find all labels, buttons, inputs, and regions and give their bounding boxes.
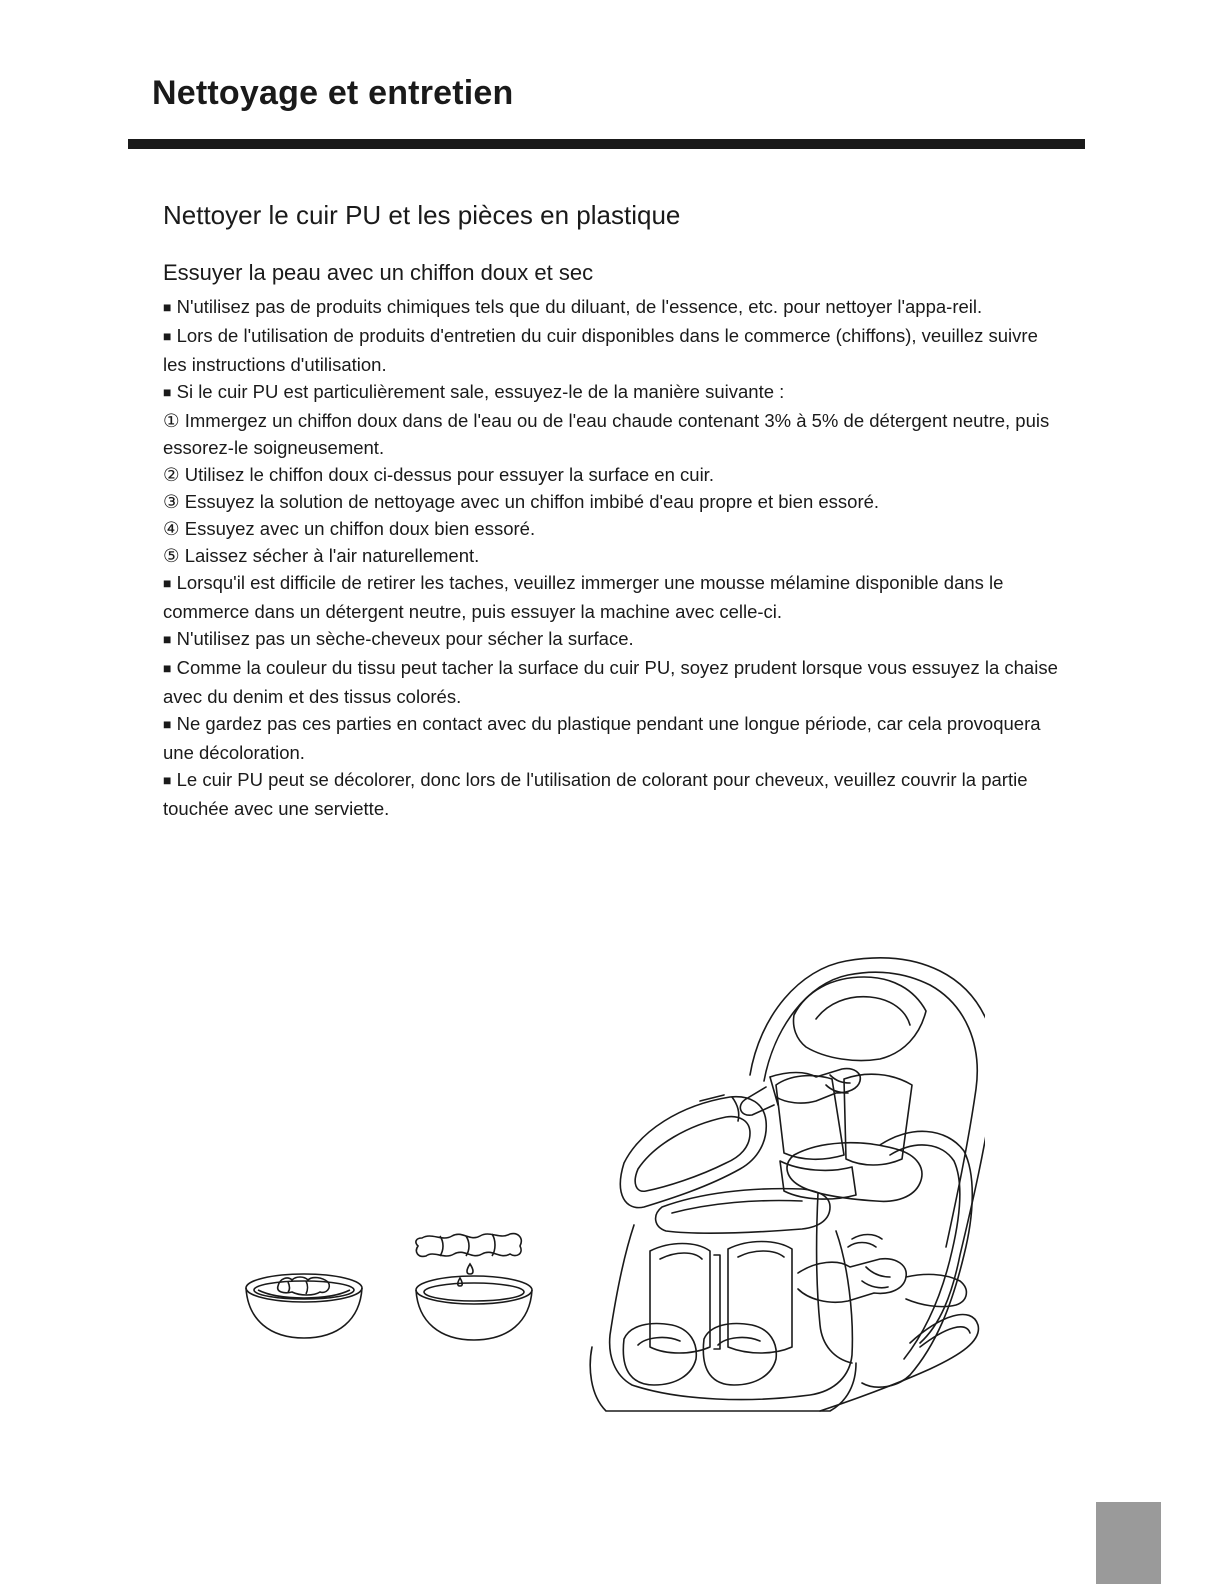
bowl-wringing-cloth-icon [410, 1228, 538, 1344]
step-item [163, 542, 1058, 569]
step-text: Essuyez avec un chiffon doux bien essoré. [184, 518, 536, 539]
instruction-item [163, 322, 1058, 378]
bullet-marker: ■ [163, 299, 172, 315]
bullet-marker: ■ [163, 328, 172, 344]
instruction-text: Si le cuir PU est particulièrement sale, essuyez-le de la manière suivante : [176, 381, 785, 402]
instruction-item [163, 293, 1058, 322]
instruction-item [163, 569, 1058, 625]
instruction-item [163, 654, 1058, 710]
bullet-marker: ■ [163, 772, 172, 788]
step-text: Essuyez la solution de nettoyage avec un chiffon imbibé d'eau propre et bien essoré. [184, 491, 880, 512]
step-number: ③ [163, 491, 180, 512]
instruction-text: Le cuir PU peut se décolorer, donc lors de l'utilisation de colorant pour cheveux, veuillez couvrir la partie touchée avec une serviette. [163, 769, 1028, 819]
step-item [163, 488, 1058, 515]
instruction-text: N'utilisez pas un sèche-cheveux pour sécher la surface. [176, 628, 634, 649]
step-text: Immergez un chiffon doux dans de l'eau ou de l'eau chaude contenant 3% à 5% de détergent neutre, puis essorez-le soigneusement. [163, 410, 1050, 458]
instruction-text: Comme la couleur du tissu peut tacher la surface du cuir PU, soyez prudent lorsque vous essuyez la chaise avec du denim et des tissus colorés. [163, 657, 1058, 707]
instruction-text: Lors de l'utilisation de produits d'entretien du cuir disponibles dans le commerce (chiffons), veuillez suivre les instructions d'utilisation. [163, 325, 1038, 375]
step-text: Laissez sécher à l'air naturellement. [184, 545, 480, 566]
bullet-marker: ■ [163, 660, 172, 676]
bullet-marker: ■ [163, 384, 172, 400]
step-number: ② [163, 464, 180, 485]
step-number: ⑤ [163, 545, 180, 566]
subsection-title: Essuyer la peau avec un chiffon doux et sec [163, 260, 594, 285]
instruction-item [163, 625, 1058, 654]
step-item [163, 407, 1058, 461]
bullet-marker: ■ [163, 575, 172, 591]
step-text: Utilisez le chiffon doux ci-dessus pour essuyer la surface en cuir. [184, 464, 714, 485]
step-number: ④ [163, 518, 180, 539]
instruction-item [163, 766, 1058, 822]
step-number: ① [163, 410, 180, 431]
instruction-text: Ne gardez pas ces parties en contact avec du plastique pendant une longue période, car cela provoquera une décoloration. [163, 713, 1041, 763]
title-rule [128, 139, 1085, 149]
instruction-text: N'utilisez pas de produits chimiques tels que du diluant, de l'essence, etc. pour nettoyer l'appa-reil. [176, 296, 983, 317]
page-title: Nettoyage et entretien [152, 74, 514, 112]
step-item [163, 515, 1058, 542]
section-title: Nettoyer le cuir PU et les pièces en plastique [163, 200, 681, 230]
page-tab [1096, 1502, 1161, 1584]
instruction-item [163, 378, 1058, 407]
instructions [163, 293, 1058, 822]
instruction-text: Lorsqu'il est difficile de retirer les taches, veuillez immerger une mousse mélamine disponible dans le commerce dans un détergent neutre, puis essuyer la machine avec celle-ci. [163, 572, 1004, 622]
bullet-marker: ■ [163, 716, 172, 732]
bullet-marker: ■ [163, 631, 172, 647]
step-item [163, 461, 1058, 488]
bowl-with-cloth-icon [240, 1268, 368, 1342]
massage-chair-cleaning-icon [580, 955, 985, 1415]
instruction-item [163, 710, 1058, 766]
